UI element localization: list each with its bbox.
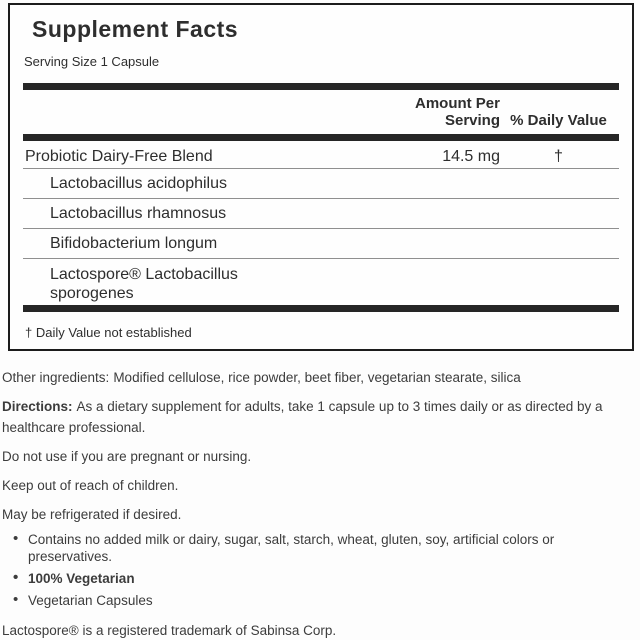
ingredient-name bbox=[25, 265, 390, 303]
table-row-acidophilus bbox=[23, 169, 619, 199]
column-header-amount-per-serving: Amount Per Serving bbox=[414, 95, 500, 129]
feature-bullet-list bbox=[2, 531, 636, 609]
daily-value-footnote: † Daily Value not established bbox=[25, 325, 192, 340]
thick-divider-header bbox=[23, 134, 619, 141]
warning-pregnant: Do not use if you are pregnant or nursing. bbox=[2, 449, 252, 464]
ingredient-name: Probiotic Dairy-Free Blend bbox=[25, 148, 213, 165]
panel-title: Supplement Facts bbox=[32, 16, 239, 42]
product-description bbox=[0, 351, 640, 640]
thick-divider-top bbox=[23, 83, 619, 90]
ingredient-name: Bifidobacterium longum bbox=[50, 235, 218, 252]
trademark-note: Lactospore® is a registered trademark of Sabinsa Corp. bbox=[2, 623, 337, 638]
ingredient-name: Lactobacillus rhamnosus bbox=[50, 205, 227, 222]
other-ingredients-text: Modified cellulose, rice powder, beet fiber, vegetarian stearate, silica bbox=[113, 370, 521, 385]
ingredient-name: Lactobacillus acidophilus bbox=[50, 175, 227, 192]
serving-size: Serving Size 1 Capsule bbox=[24, 54, 160, 69]
ingredient-name-text: Lactospore® Lactobacillus sporogenes bbox=[50, 266, 238, 302]
note-refrigerate: May be refrigerated if desired. bbox=[2, 507, 182, 522]
other-ingredients-paragraph bbox=[2, 367, 636, 388]
directions-text: As a dietary supplement for adults, take 1 capsule up to 3 times daily or as directed by a healthcare professional. bbox=[2, 399, 603, 435]
ingredient-daily-value: † bbox=[554, 148, 563, 165]
table-row-rhamnosus bbox=[23, 199, 619, 229]
directions-label: Directions: bbox=[2, 399, 73, 414]
other-ingredients-label: Other ingredients: bbox=[2, 370, 110, 385]
table-row-blend bbox=[23, 141, 619, 169]
thick-divider-bottom bbox=[23, 305, 619, 312]
warning-children: Keep out of reach of children. bbox=[2, 478, 179, 493]
directions-paragraph bbox=[2, 396, 636, 438]
table-row-lactospore bbox=[23, 259, 619, 305]
supplement-facts-panel bbox=[8, 3, 634, 351]
column-header-daily-value: % Daily Value bbox=[510, 112, 607, 129]
bullet-no-additives: • Contains no added milk or dairy, sugar, salt, starch, wheat, gluten, soy, artificial colors or preservatives. bbox=[2, 531, 636, 565]
table-header-row bbox=[23, 90, 619, 134]
bullet-vegetarian-capsules: • Vegetarian Capsules bbox=[2, 592, 636, 609]
ingredient-amount: 14.5 mg bbox=[442, 148, 500, 165]
table-row-longum bbox=[23, 229, 619, 259]
ingredient-table bbox=[23, 141, 619, 305]
bullet-vegetarian: • 100% Vegetarian bbox=[2, 570, 636, 587]
